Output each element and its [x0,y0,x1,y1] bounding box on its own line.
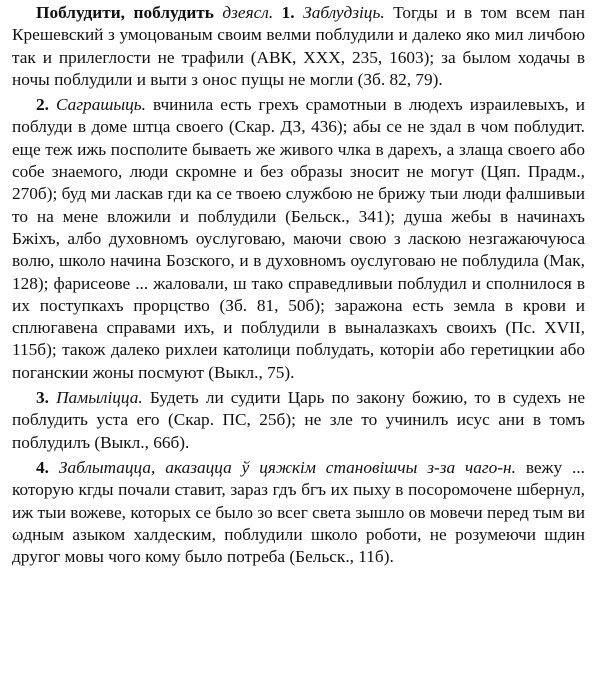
sense-number: 2. [36,95,49,115]
sense-number: 3. [36,388,49,408]
sense-citations: вежу ... которую кгды почали ставит, зараз гдъ бгъ их пыху в посоромочене шбернул, иж тыи вожеве, которых се было зо всег света зышло ов мовечи перед тым ви ωдным азыком халдеским, поблудили школо роботи, не розумеючи шдин другог мовы чого кому было потреба (Бельск., 11б). [12,457,586,567]
sense-gloss: Заблытацца, аказацца ў цяжкім становішчы з-за чаго-н. [58,457,516,477]
sense-4-paragraph [12,457,585,568]
sense-1-paragraph [12,2,585,91]
sense-citations: Будеть ли судити Царь по закону божию, то в судехъ не поблудить уста его (Скар. ПС, 25б); не зле то учинилъ исус ани в томъ поблудилъ (Выкл., 66б). [12,388,585,452]
sense-citations: Тогды и в том всем пан Крешевский з умоцованым своим велми поблудили и далеко яко мил личбою так и прилеглости не трафили (АВК, XXX, 235, 1603); за былом ходачы в ночы поблудили и выти з онос пущы не могли (Зб. 82, 79). [12,3,585,89]
sense-gloss: Заблудзіць. [303,3,385,22]
sense-number: 4. [36,457,49,477]
sense-gloss: Памыліцца. [56,388,143,408]
sense-3-paragraph [12,387,585,454]
sense-gloss: Саграшыць. [56,95,146,115]
headword: Поблудити, поблудить [36,3,214,22]
sense-citations: вчинила есть грехъ срамотныи в людехъ израилевыхъ, и поблуди в доме штца своего (Скар. ДЗ, 436); абы се не здал в чом поблудит. еще теж ижь посполите бываеть же живого члка в дарехъ, а злаща своего або собе знаемого, люди скромне и без образы зносит не могут (Цяп. Прадм., 270б); буд ми ласкав гди ка се твоею службою не брижу тыи люди фалшивыи то на мене вложили и поблудили (Бельск., 341); душа жебы в начинахъ Бжіхъ, албо духовномъ оуслуговаю, маючи свою з ласкою незгажаючуюса волю, школо начина Бозского, и в духовномъ оуслуговаю не поблудила (Мак, 128); фарисеове ... жаловали, ш тако справедливыи поблудил и сполнилося в их поступкахъ прорцство (Зб. 81, 50б); заражона есть земла в крови и сплюгавена справами ихъ, и поблудили в выналазкахъ своихъ (Пс. XVII, 115б); також далеко рихлеи католици поблудать, которіи або геретицкии або поганскии жоны посмуют (Выкл., 75). [12,95,585,382]
part-of-speech: дзеясл. [222,3,274,22]
sense-number: 1. [281,3,295,22]
sense-2-paragraph [12,94,585,384]
